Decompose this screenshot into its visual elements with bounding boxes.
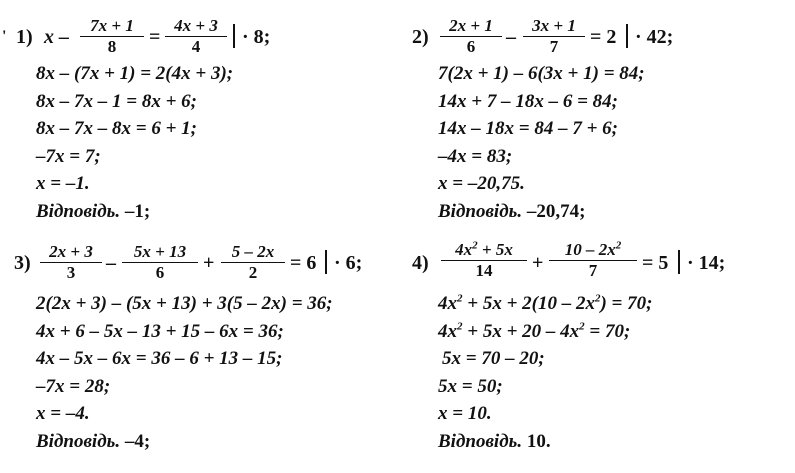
problem-3-fraction-1	[40, 242, 102, 283]
answer-line	[36, 198, 233, 226]
answer-word: Відповідь.	[36, 200, 121, 222]
fraction-denominator: 4	[191, 37, 201, 56]
problem-1-lead: x –	[44, 26, 69, 48]
equals-sign: =	[149, 26, 161, 48]
problem-4-rhs: = 5	[642, 252, 669, 274]
problem-1-number: 1)	[16, 26, 33, 48]
step-line: 14x – 18x = 84 – 7 + 6;	[438, 118, 618, 139]
step-line: 5x = 50;	[438, 375, 503, 397]
step-line: 5x = 70 – 20;	[442, 348, 545, 369]
problem-2-fraction-2	[523, 16, 585, 57]
fraction-numerator: 7x + 1	[80, 16, 144, 37]
step-line: 4x – 5x – 6x = 36 – 6 + 13 – 15;	[36, 348, 283, 369]
fraction-numerator	[549, 240, 637, 261]
answer-value: –4;	[124, 430, 151, 452]
step-line: 7(2x + 1) – 6(3x + 1) = 84;	[438, 63, 645, 84]
problem-4-multiplier: · 14;	[687, 252, 726, 274]
plus-sign: +	[203, 252, 215, 274]
problem-1-steps	[36, 60, 233, 225]
exponent: 2	[594, 292, 601, 305]
corner-mark: '	[2, 28, 7, 45]
fraction-numerator: 2x + 3	[40, 242, 102, 263]
step-part: = 70;	[584, 320, 631, 342]
step-line: x = –1.	[36, 173, 90, 194]
answer-word: Відповідь.	[36, 430, 121, 452]
problem-4-number: 4)	[412, 252, 429, 274]
problem-2-multiplier: · 42;	[635, 26, 674, 48]
problem-3-fraction-2	[122, 242, 198, 283]
answer-word: Відповідь.	[438, 200, 523, 222]
fraction-numerator: 2x + 1	[440, 16, 502, 37]
step-part: 4x	[438, 293, 457, 314]
step-line: 8x – 7x – 8x = 6 + 1;	[36, 118, 197, 139]
step-part: + 5x + 2(10 – 2x	[462, 293, 595, 314]
numerator-part: + 5x	[477, 240, 513, 259]
numerator-part: 10 – 2x	[564, 240, 616, 259]
fraction-denominator: 6	[155, 263, 165, 282]
fraction-numerator: 5x + 13	[122, 242, 198, 263]
plus-sign: +	[532, 252, 544, 274]
fraction-denominator: 7	[588, 261, 598, 280]
step-line: –4x = 83;	[438, 145, 513, 167]
step-part: ) = 70;	[600, 293, 653, 314]
answer-value: –20,74;	[526, 200, 586, 222]
problem-3-number: 3)	[14, 252, 31, 274]
exponent: 2	[615, 239, 622, 252]
fraction-denominator: 7	[549, 37, 559, 56]
minus-sign: –	[506, 26, 516, 48]
answer-word: Відповідь.	[438, 430, 523, 452]
problem-4-fraction-1	[441, 240, 527, 281]
exponent: 2	[457, 320, 463, 333]
problem-1-fraction-2	[165, 16, 227, 57]
step-line: 4x + 6 – 5x – 13 + 15 – 6x = 36;	[36, 320, 284, 342]
exponent: 2	[579, 320, 585, 333]
multiplier-bar	[626, 24, 628, 48]
multiplier-bar	[233, 24, 235, 48]
problem-2-number: 2)	[412, 26, 429, 48]
exponent: 2	[457, 292, 463, 305]
problem-2-rhs: = 2	[590, 26, 617, 48]
multiplier-bar	[325, 250, 327, 274]
step-part: 4x	[438, 320, 457, 342]
step-line: 8x – 7x – 1 = 8x + 6;	[36, 90, 197, 112]
answer-value: 10.	[526, 430, 551, 452]
step-line: –7x = 7;	[36, 145, 101, 167]
fraction-denominator: 2	[248, 263, 258, 282]
fraction-numerator: 5 – 2x	[221, 242, 285, 263]
multiplier-bar	[678, 250, 680, 274]
step-line: 8x – (7x + 1) = 2(4x + 3);	[36, 63, 234, 84]
step-line: x = –4.	[36, 403, 90, 424]
step-line: x = 10.	[438, 403, 492, 424]
fraction-numerator: 4x + 3	[165, 16, 227, 37]
step-line: x = –20,75.	[438, 173, 525, 194]
numerator-part: 4x	[455, 240, 473, 259]
step-line	[438, 290, 652, 318]
problem-3-fraction-3	[221, 242, 285, 283]
problem-2-steps	[438, 60, 645, 225]
answer-line	[438, 198, 645, 226]
minus-sign: –	[106, 252, 116, 274]
problem-1-fraction-1	[80, 16, 144, 57]
answer-line	[438, 428, 652, 456]
fraction-denominator: 14	[475, 261, 493, 280]
fraction-denominator: 8	[107, 37, 117, 56]
problem-2-fraction-1	[440, 16, 502, 57]
fraction-numerator	[441, 240, 527, 261]
answer-line	[36, 428, 333, 456]
answer-value: –1;	[124, 200, 151, 222]
step-line: 2(2x + 3) – (5x + 13) + 3(5 – 2x) = 36;	[36, 293, 333, 314]
problem-3-rhs: = 6	[290, 252, 317, 274]
step-line	[438, 318, 652, 346]
fraction-numerator: 3x + 1	[523, 16, 585, 37]
problem-1-multiplier: · 8;	[242, 26, 271, 48]
problem-4-steps	[438, 290, 652, 455]
fraction-denominator: 3	[66, 263, 76, 282]
problem-3-multiplier: · 6;	[334, 252, 363, 274]
step-part: + 5x + 20 – 4x	[462, 320, 580, 342]
exponent: 2	[472, 239, 478, 252]
problem-4-fraction-2	[549, 240, 637, 281]
step-line: –7x = 28;	[36, 375, 111, 397]
step-line: 14x + 7 – 18x – 6 = 84;	[438, 90, 618, 112]
fraction-denominator: 6	[466, 37, 476, 56]
problem-3-steps	[36, 290, 333, 455]
